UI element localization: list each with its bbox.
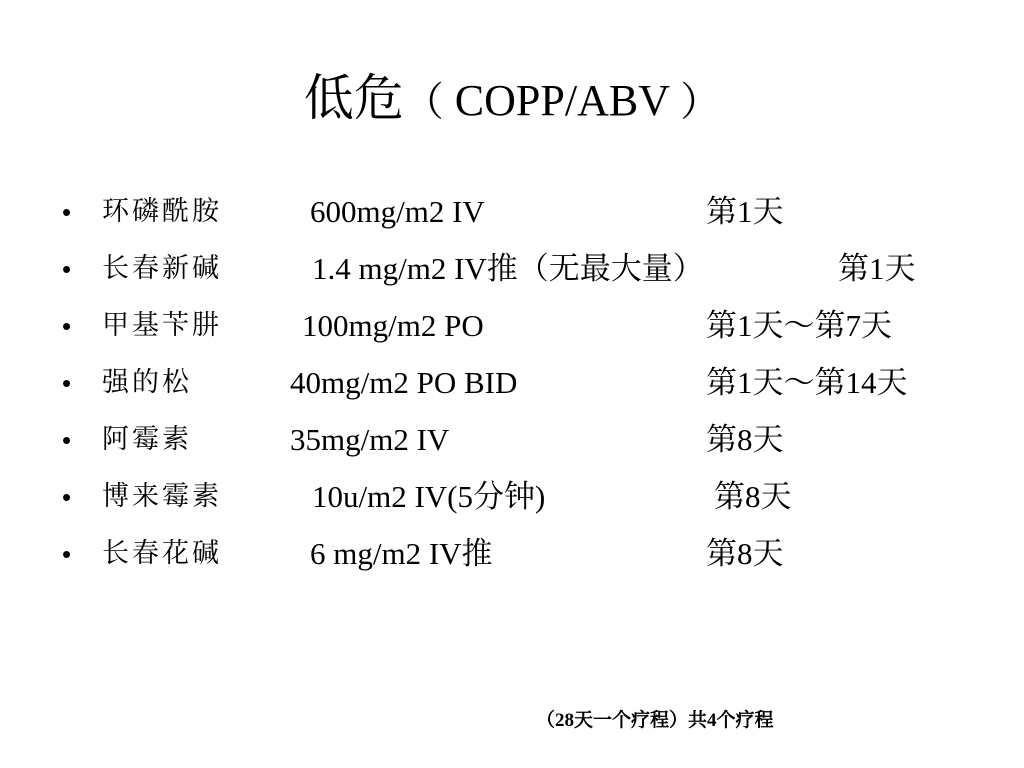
drug-day: 第8天 — [714, 479, 792, 514]
drug-dose: 35mg/m2 IV — [290, 422, 450, 457]
drug-name: 博来霉素 — [102, 481, 222, 512]
list-item — [0, 243, 1024, 295]
drug-dose: 6 mg/m2 IV推 — [310, 536, 493, 571]
list-item — [0, 414, 1024, 466]
list-item — [0, 357, 1024, 409]
drug-day: 第1天 — [706, 194, 784, 229]
bullet-icon: • — [62, 482, 72, 512]
bullet-icon: • — [62, 368, 72, 398]
drug-dose: 10u/m2 IV(5分钟) — [312, 479, 546, 514]
drug-dose: 40mg/m2 PO BID — [290, 365, 518, 400]
course-footnote: （28天一个疗程）共4个疗程 — [536, 710, 774, 731]
drug-name: 甲基苄肼 — [102, 310, 222, 341]
bullet-icon: • — [62, 311, 72, 341]
bullet-icon: • — [62, 197, 72, 227]
title-paren-close: ） — [680, 79, 721, 125]
drug-name: 环磷酰胺 — [102, 196, 222, 227]
drug-name: 强的松 — [102, 367, 192, 398]
list-item — [0, 186, 1024, 238]
bullet-icon: • — [62, 539, 72, 569]
drug-dose: 100mg/m2 PO — [302, 308, 484, 343]
bullet-icon: • — [62, 254, 72, 284]
drug-name: 长春花碱 — [102, 538, 222, 569]
list-item — [0, 471, 1024, 523]
drug-name: 阿霉素 — [102, 424, 192, 455]
drug-name: 长春新碱 — [102, 253, 222, 284]
drug-day: 第8天 — [706, 422, 784, 457]
drug-day: 第1天～第7天 — [706, 308, 892, 343]
drug-dose: 600mg/m2 IV — [310, 194, 485, 229]
drug-dose: 1.4 mg/m2 IV推（无最大量） — [312, 251, 704, 286]
bullet-icon: • — [62, 425, 72, 455]
title-regimen-name: COPP/ABV — [443, 76, 681, 125]
title-risk-level: 低危 — [303, 69, 404, 127]
drug-day: 第1天～第14天 — [706, 365, 908, 400]
list-item — [0, 300, 1024, 352]
drug-day: 第8天 — [706, 536, 784, 571]
list-item — [0, 528, 1024, 580]
title-paren-open: （ — [403, 79, 444, 125]
slide-title — [0, 62, 1024, 138]
drug-day: 第1天 — [838, 251, 916, 286]
